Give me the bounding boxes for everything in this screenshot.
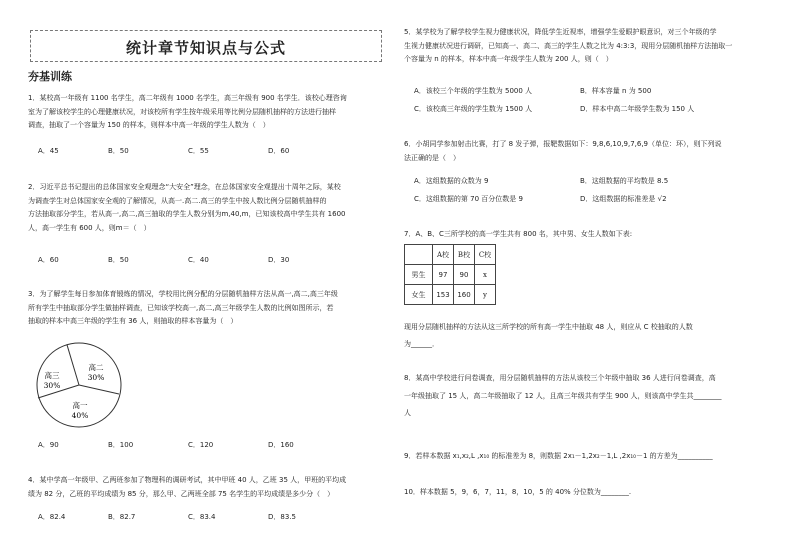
pie-label-gao1: 高一 bbox=[72, 401, 88, 410]
pie-label-gao2: 高二 bbox=[88, 363, 104, 372]
q5-line: 5．某学校为了解学校学生视力健康状况，降低学生近视率，增强学生爱眼护眼意识，对三个年级的学 bbox=[404, 28, 717, 36]
section-heading: 夯基训练 bbox=[28, 70, 72, 83]
table-cell: 男生 bbox=[405, 265, 433, 285]
q1-line: 室为了解该校学生的心理健康状况，对该校所有学生按年级采用等比例分层随机抽样的方法进行抽样 bbox=[28, 107, 336, 116]
table-cell: C校 bbox=[475, 245, 496, 265]
q3-option-b[interactable]: B．100 bbox=[108, 441, 134, 449]
q2-line: 方法抽取部分学生，若从高一,高二,高三抽取的学生人数分别为m,40,m，已知该校高中学生共有 1600 bbox=[28, 210, 346, 218]
pie-chart bbox=[34, 340, 124, 430]
q3-line: 抽取的样本中高三年级的学生有 36 人，则抽取的样本容量为（ ） bbox=[28, 317, 238, 325]
q4-option-c[interactable]: C．83.4 bbox=[188, 513, 216, 521]
table-cell: 153 bbox=[433, 285, 454, 305]
q4-option-b[interactable]: B．82.7 bbox=[108, 513, 136, 521]
q1-option-a[interactable]: A．45 bbox=[38, 147, 59, 155]
pie-label-gao3: 高三 bbox=[44, 371, 60, 380]
q7-table bbox=[404, 244, 496, 305]
q2-option-b[interactable]: B．50 bbox=[108, 256, 129, 264]
table-row bbox=[405, 245, 496, 265]
table-cell: B校 bbox=[454, 245, 475, 265]
pie-pct-gao3: 30% bbox=[43, 381, 61, 390]
table-cell: 97 bbox=[433, 265, 454, 285]
q1-line: 调查，抽取了一个容量为 150 的样本，则样本中高一年级的学生人数为（ ） bbox=[28, 121, 270, 129]
table-cell: y bbox=[475, 285, 496, 305]
q6-option-a[interactable]: A．这组数据的众数为 9 bbox=[414, 177, 489, 185]
q6-option-b[interactable]: B．这组数据的平均数是 8.5 bbox=[580, 177, 669, 185]
q2-option-c[interactable]: C．40 bbox=[188, 256, 209, 264]
question-6 bbox=[404, 138, 784, 165]
q2-line: 2．习近平总书记提出的总体国家安全观理念“大安全”理念，在总体国家安全观提出十周年之际，某校 bbox=[28, 183, 341, 191]
pie-pct-gao2: 30% bbox=[87, 373, 105, 382]
q4-line: 4．某中学高一年级甲、乙两班参加了物理科的调研考试，其中甲班 40 人，乙班 35 人，甲班的平均成 bbox=[28, 476, 347, 484]
q8-line: 人 bbox=[404, 409, 411, 417]
q5-option-b[interactable]: B．样本容量 n 为 500 bbox=[580, 87, 652, 95]
q2-option-a[interactable]: A．60 bbox=[38, 256, 59, 264]
q2-line: 人，高一学生有 600 人，则m＝（ ） bbox=[28, 223, 151, 232]
title-box bbox=[30, 30, 382, 62]
q1-option-c[interactable]: C．55 bbox=[188, 147, 209, 155]
q3-line: 3．为了解学生每日参加体育锻炼的情况，学校用比例分配的分层随机抽样方法从高一,高二,高三年级 bbox=[28, 290, 338, 298]
table-row bbox=[405, 285, 496, 305]
question-2 bbox=[28, 181, 388, 235]
q3-option-c[interactable]: C．120 bbox=[188, 441, 214, 449]
question-8 bbox=[404, 372, 784, 421]
question-4 bbox=[28, 474, 388, 501]
q3-option-d[interactable]: D．160 bbox=[268, 441, 294, 449]
table-cell bbox=[405, 245, 433, 265]
q4-line: 绩为 82 分，乙班的平均成绩为 85 分，那么甲、乙两班全部 75 名学生的平均成绩是多少分（ ） bbox=[28, 489, 335, 498]
question-10[interactable]: 10．样本数据 5，9，6，7，11，8，10，5 的 40% 分位数为________. bbox=[404, 488, 632, 496]
q6-option-c[interactable]: C．这组数据的第 70 百分位数是 9 bbox=[414, 195, 523, 203]
pie-pct-gao1: 40% bbox=[71, 411, 89, 420]
question-1 bbox=[28, 92, 388, 133]
q5-option-c[interactable]: C．该校高三年级的学生数为 1500 人 bbox=[414, 105, 533, 113]
table-cell: 女生 bbox=[405, 285, 433, 305]
question-5 bbox=[404, 26, 784, 67]
q8-line: 8．某高中学校进行问卷调查，用分层随机抽样的方法从该校三个年级中抽取 36 人进行问卷调查，高 bbox=[404, 374, 716, 382]
q8-line[interactable]: 一年级抽取了 15 人，高二年级抽取了 12 人，且高三年级共有学生 900 人，则该高中学生共________ bbox=[404, 391, 722, 400]
table-cell: 160 bbox=[454, 285, 475, 305]
pie-svg bbox=[34, 340, 124, 430]
table-row bbox=[405, 265, 496, 285]
q7-line-1: 7．A、B、C三所学校的高一学生共有 800 名，其中男、女生人数如下表: bbox=[404, 230, 633, 238]
question-9[interactable]: 9．若样本数据 x₁,x₂,L ,x₁₀ 的标准差为 8，则数据 2x₁－1,2x₂－1,L ,2x₁₀－1 的方差为__________ bbox=[404, 452, 713, 460]
q1-option-d[interactable]: D．60 bbox=[268, 147, 290, 155]
q6-option-d[interactable]: D．这组数据的标准差是 √2 bbox=[580, 195, 667, 203]
q2-line: 为调查学生对总体国家安全观的了解情况，从高一.高二.高三的学生中按人数比例分层随机抽样的 bbox=[28, 196, 327, 205]
question-3 bbox=[28, 288, 388, 329]
q5-option-d[interactable]: D．样本中高二年级学生数为 150 人 bbox=[580, 105, 695, 113]
q5-option-a[interactable]: A．该校三个年级的学生数为 5000 人 bbox=[414, 87, 533, 95]
q4-option-d[interactable]: D．83.5 bbox=[268, 513, 296, 521]
q2-option-d[interactable]: D．30 bbox=[268, 256, 290, 264]
table-cell: x bbox=[475, 265, 496, 285]
q5-line: 个容量为 n 的样本，样本中高一年级学生人数为 200 人，则（ ） bbox=[404, 55, 613, 63]
page-title: 统计章节知识点与公式 bbox=[125, 39, 286, 57]
table-cell: A校 bbox=[433, 245, 454, 265]
q6-line: 6．小胡同学参加射击比赛，打了 8 发子弹，报靶数据如下：9,8,6,10,9,7,6,9（单位：环），则下列说 bbox=[404, 140, 722, 148]
q5-line: 生视力健康状况进行调研，已知高一、高二、高三的学生人数之比为 4:3:3，现用分层随机抽样方法抽取一 bbox=[404, 41, 733, 50]
q4-option-a[interactable]: A．82.4 bbox=[38, 513, 66, 521]
q1-option-b[interactable]: B．50 bbox=[108, 147, 129, 155]
q1-line: 1．某校高一年级有 1100 名学生，高二年级有 1000 名学生，高三年级有 900 名学生．该校心理咨询 bbox=[28, 94, 347, 102]
q3-option-a[interactable]: A．90 bbox=[38, 441, 59, 449]
q3-line: 所有学生中抽取部分学生做抽样调查，已知该学校高一,高二,高三年级学生人数的比例如图所示，若 bbox=[28, 303, 334, 312]
table-cell: 90 bbox=[454, 265, 475, 285]
q6-line: 法正确的是（ ） bbox=[404, 153, 460, 162]
q7-line-2: 现用分层随机抽样的方法从这三所学校的所有高一学生中抽取 48 人，则应从 C 校抽取的人数 bbox=[404, 323, 693, 331]
q7-line-3[interactable]: 为______． bbox=[404, 340, 439, 348]
